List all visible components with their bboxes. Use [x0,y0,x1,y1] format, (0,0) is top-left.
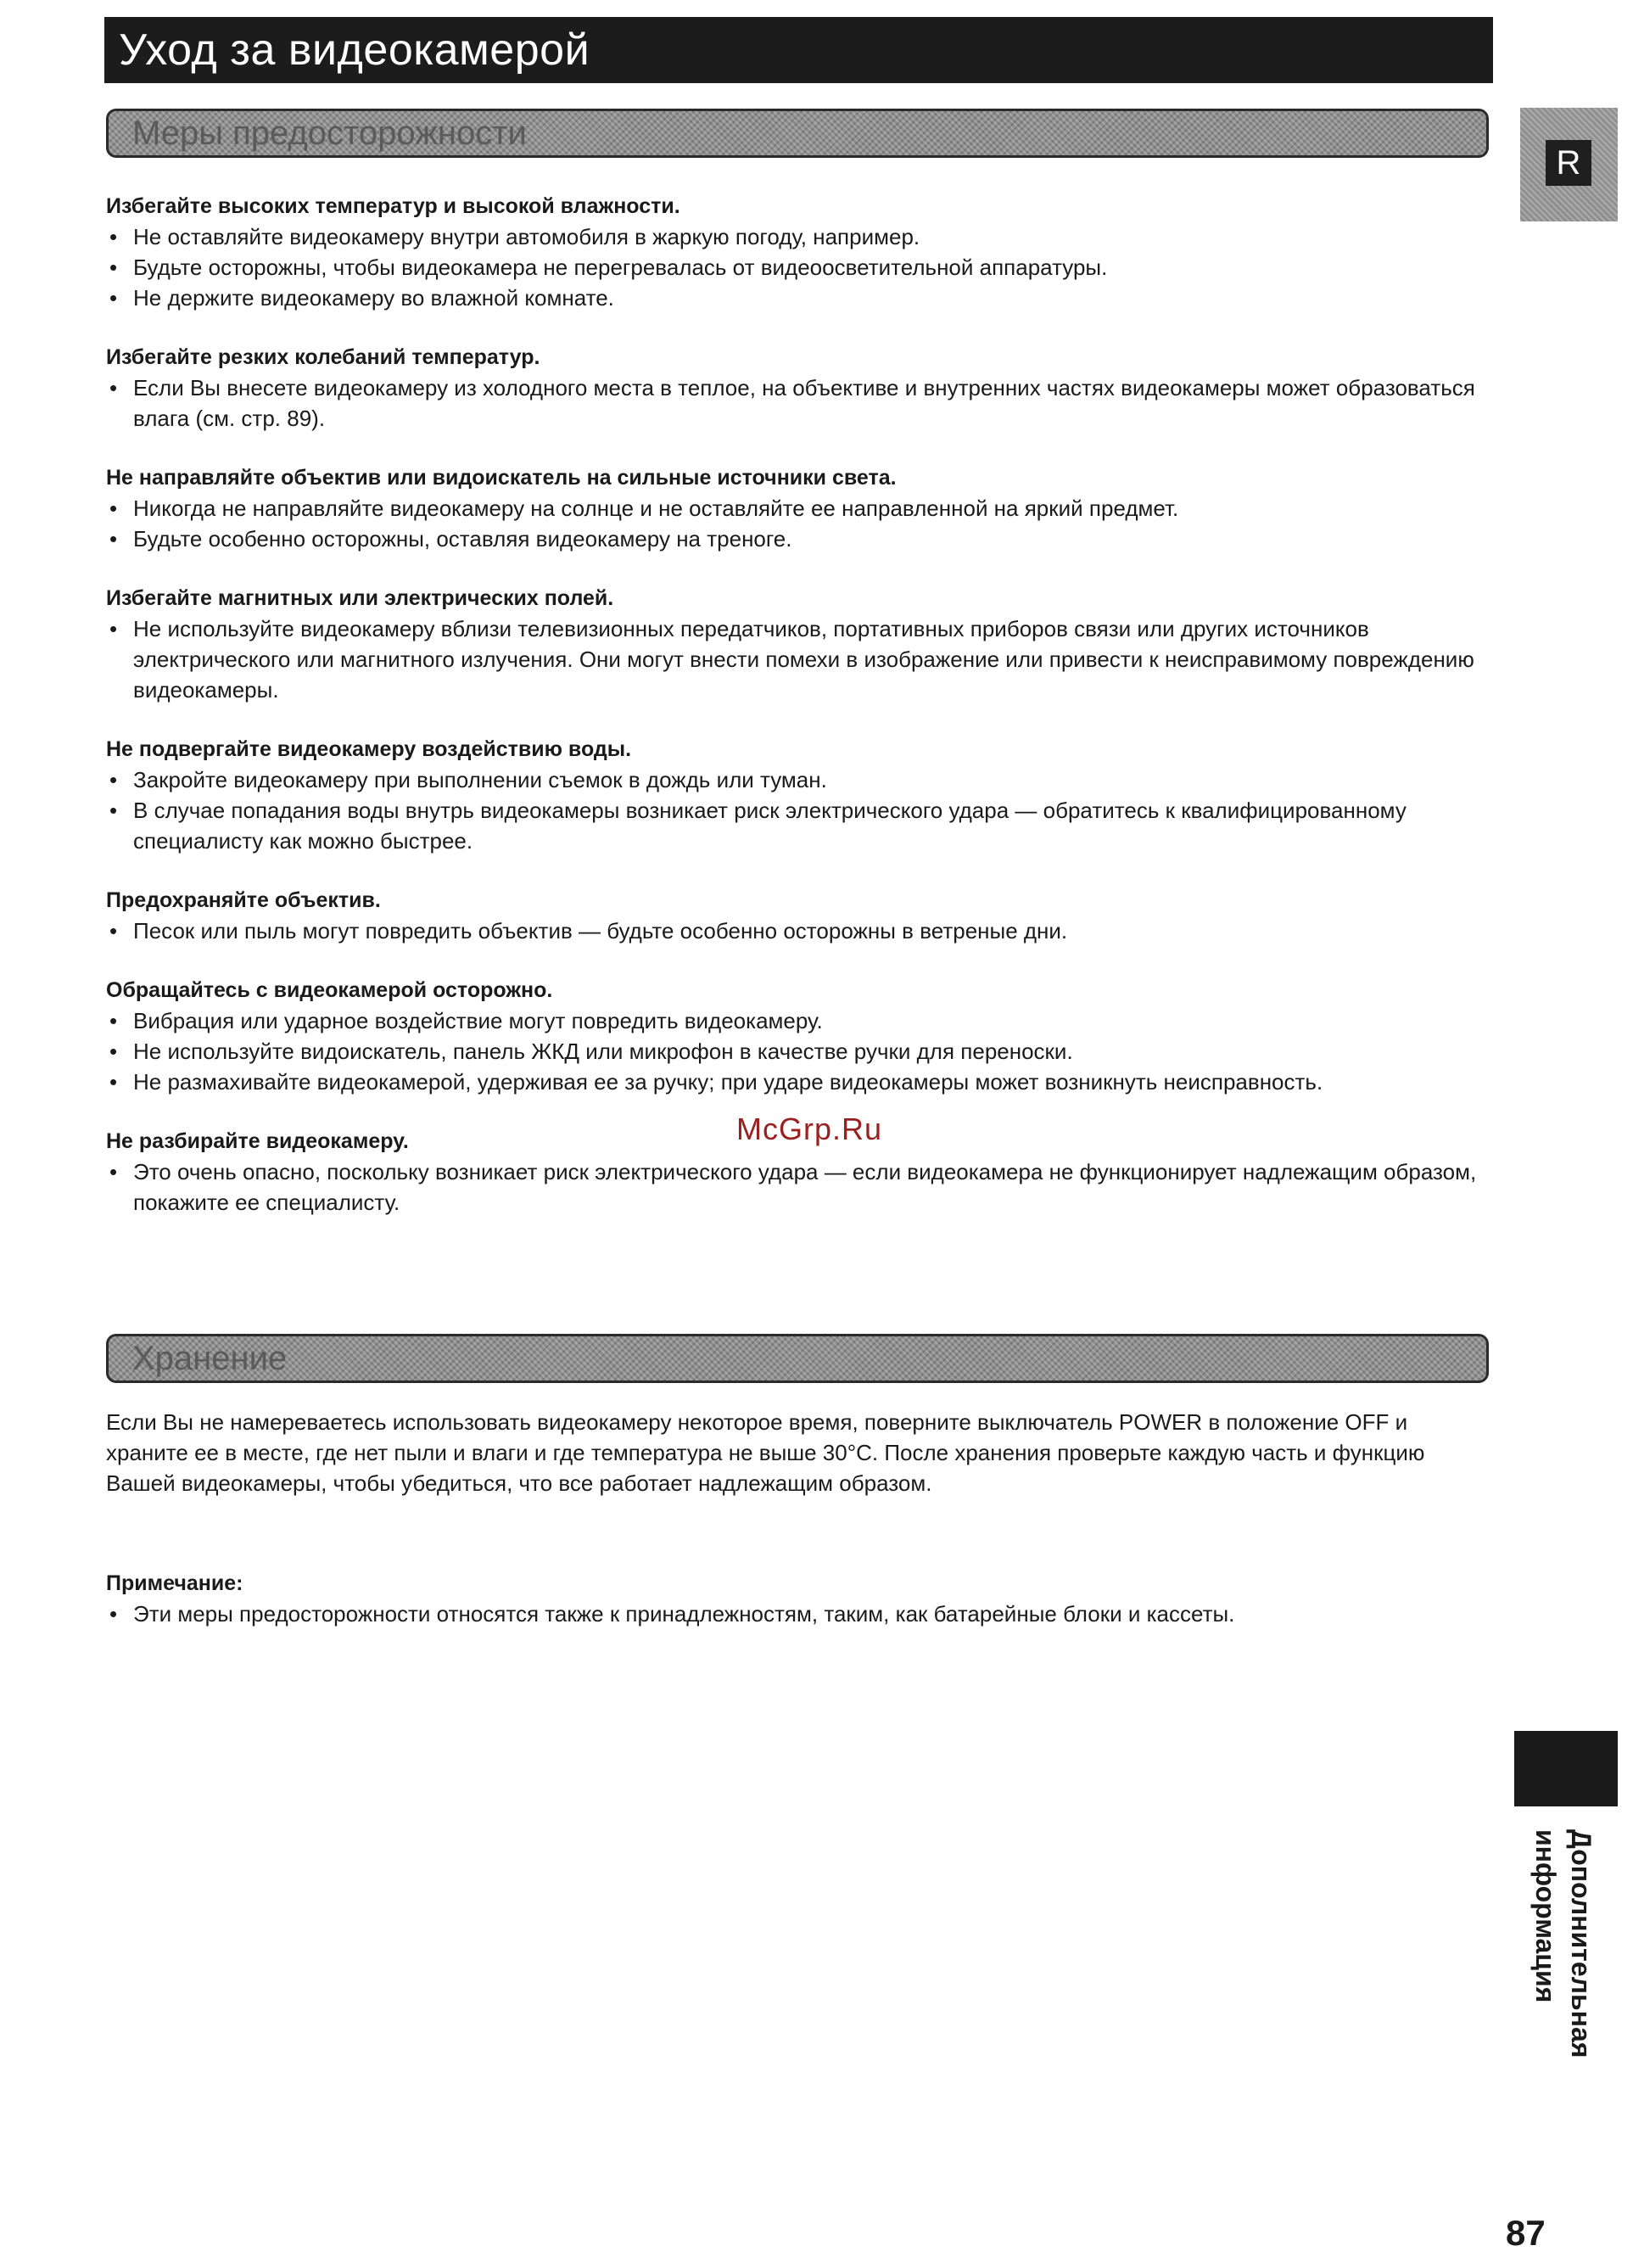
bullet-item: • Эти меры предосторожности относятся также к принадлежностям, таким, как батарейные блоки и кассеты. [106,1599,1497,1629]
precaution-heading: Предохраняйте объектив. [106,888,381,912]
bullet-item: • Никогда не направляйте видеокамеру на солнце и не оставляйте ее направленной на яркий предмет. [106,493,1485,524]
precaution-block [106,462,1485,554]
page-title: Уход за видеокамерой [104,17,1493,83]
language-letter: R [1546,140,1591,186]
bullet-item: • Будьте осторожны, чтобы видеокамера не перегревалась от видеоосветительной аппаратуры. [106,252,1485,283]
precaution-heading: Избегайте высоких температур и высокой влажности. [106,194,680,218]
storage-paragraph: Если Вы не намереваетесь использовать видеокамеру некоторое время, поверните выключатель POWER в положение OFF и храните ее в месте, где нет пыли и влаги и где температура не выше 30°С. После хранения проверьте каждую часть и функцию Вашей видеокамеры, чтобы убедиться, что все работает надлежащим образом. [106,1409,1425,1496]
bullet-item: • Не держите видеокамеру во влажной комнате. [106,283,1485,313]
precaution-heading: Избегайте магнитных или электрических полей. [106,586,614,610]
side-tab-marker [1514,1731,1618,1806]
precaution-block [106,342,1485,434]
bullet-item: • Не оставляйте видеокамеру внутри автомобиля в жаркую погоду, например. [106,221,1485,252]
precautions-list [106,191,1485,1246]
precaution-block [106,975,1485,1097]
bullet-item: • Если Вы внесете видеокамеру из холодного места в теплое, на объективе и внутренних частях видеокамеры может образоваться влага (см. стр. 89). [106,372,1485,434]
note-heading: Примечание: [106,1571,243,1595]
note-block [106,1568,1497,1629]
bullet-item: • Будьте особенно осторожны, оставляя видеокамеру на треноге. [106,524,1485,554]
precaution-heading: Избегайте резких колебаний температур. [106,345,540,369]
precaution-block [106,885,1485,946]
bullet-item: • Вибрация или ударное воздействие могут повредить видеокамеру. [106,1005,1485,1036]
bullet-item: • Это очень опасно, поскольку возникает риск электрического удара — если видеокамера не функционирует надлежащим образом, покажите ее специалисту. [106,1156,1485,1218]
bullet-item: • Не используйте видоискатель, панель ЖКД или микрофон в качестве ручки для переноски. [106,1036,1485,1067]
bullet-item: • Не используйте видеокамеру вблизи телевизионных передатчиков, портативных приборов связи или других источников электрического или магнитного излучения. Они могут внести помехи в изображение или привести к неисправимому повреждению видеокамеры. [106,613,1485,705]
precaution-block [106,734,1485,856]
language-tab [1520,108,1618,221]
bullet-item: • В случае попадания воды внутрь видеокамеры возникает риск электрического удара — обратитесь к квалифицированному специалисту как можно быстрее. [106,795,1485,856]
precaution-block [106,191,1485,313]
section-precautions-header: Меры предосторожности [106,109,1489,158]
section-storage-header: Хранение [106,1334,1489,1383]
bullet-item: • Песок или пыль могут повредить объектив — будьте особенно осторожны в ветреные дни. [106,916,1485,946]
watermark: McGrp.Ru [736,1112,883,1146]
bullet-item: • Закройте видеокамеру при выполнении съемок в дождь или туман. [106,764,1485,795]
bullet-item: • Не размахивайте видеокамерой, удерживая ее за ручку; при ударе видеокамеры может возникнуть неисправность. [106,1067,1485,1097]
precaution-heading: Не направляйте объектив или видоискатель на сильные источники света. [106,466,897,490]
precaution-block [106,583,1485,705]
precaution-heading: Не разбирайте видеокамеру. [106,1129,409,1153]
precaution-heading: Обращайтесь с видеокамерой осторожно. [106,978,553,1002]
page-number: 87 [1506,2213,1546,2253]
precaution-heading: Не подвергайте видеокамеру воздействию воды. [106,737,632,761]
side-tab-label: Дополнительная информация [1530,1829,1597,2058]
